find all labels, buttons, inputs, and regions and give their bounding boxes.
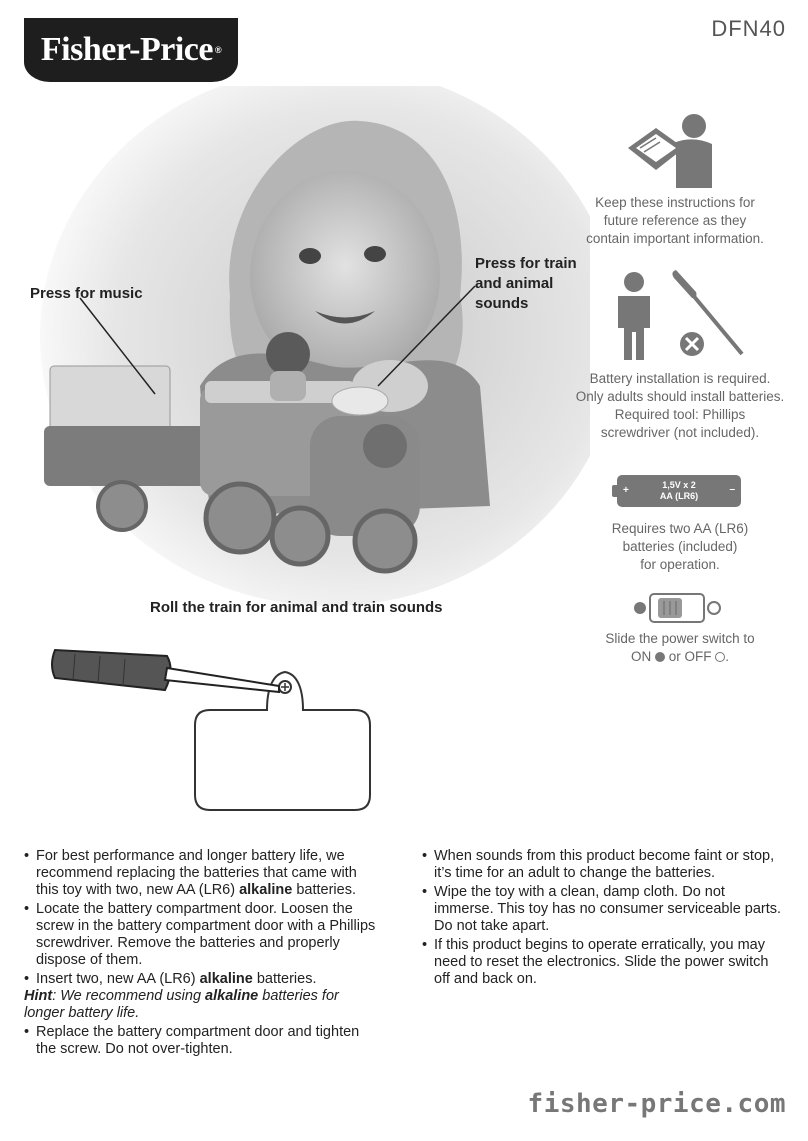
callout-press-for-music: Press for music: [30, 285, 143, 302]
registered-mark: ®: [214, 45, 222, 55]
bullet-bold: alkaline: [199, 971, 253, 987]
battery-voltage: 1,5V x 2: [662, 480, 696, 490]
keep-instructions-note: [570, 194, 780, 248]
switch-line-2: [580, 648, 780, 666]
keep-line-3: contain important information.: [586, 231, 764, 246]
requires-line-3: for operation.: [640, 557, 720, 572]
callout-line-2: and animal: [475, 275, 554, 292]
battery-install-note: [570, 370, 790, 442]
on-dot-icon: [655, 652, 665, 662]
list-item: • Replace the battery compartment door and tighten the screw. Do not over-tighten.: [24, 1024, 380, 1058]
list-item: [24, 848, 380, 899]
requires-line-2: batteries (included): [622, 539, 738, 554]
requires-batteries-note: [580, 520, 780, 574]
reading-person-icon: [626, 112, 716, 188]
bullet-text: batteries.: [292, 882, 356, 898]
brand-logo-text: Fisher-Price: [40, 31, 213, 68]
list-item: • If this product begins to operate erratically, you may need to reset the electronics. Slide the power switch off and back on.: [422, 937, 786, 988]
instructions-right-column: [422, 848, 786, 990]
adult-screwdriver-icon: [612, 270, 746, 362]
keep-line-1: Keep these instructions for: [595, 195, 755, 210]
model-number: DFN40: [711, 16, 786, 41]
bullet-text: For best performance and longer battery life, we recommend replacing the batteries that came with this toy with two, new AA (LR6): [36, 848, 357, 898]
switch-off-label: or OFF: [668, 649, 712, 664]
switch-line-1: Slide the power switch to: [605, 631, 755, 646]
list-item: • Locate the battery compartment door. Loosen the screw in the battery compartment door with a Phillips screwdriver. Remove the batteries and properly dispose of them.: [24, 901, 380, 969]
keep-line-2: future reference as they: [603, 213, 747, 228]
list-item: [24, 971, 380, 988]
bullet-text: Insert two, new AA (LR6): [36, 971, 200, 987]
callout-press-for-train-sounds: [475, 254, 577, 314]
battery-minus: –: [729, 484, 735, 495]
list-item: • When sounds from this product become faint or stop, it’s time for an adult to change the batteries.: [422, 848, 786, 882]
list-item: • Wipe the toy with a clean, damp cloth. Do not immerse. This toy has no consumer serviceable parts. Do not take apart.: [422, 884, 786, 935]
callout-roll-train: Roll the train for animal and train sounds: [150, 599, 443, 616]
brand-logo: [24, 18, 238, 82]
power-switch-icon: [632, 592, 724, 624]
product-photo: [30, 86, 590, 606]
battery-icon: [612, 475, 742, 507]
hint-label: Hint: [24, 988, 53, 1004]
bullet-text: batteries.: [252, 971, 317, 987]
callout-line-3: sounds: [475, 295, 529, 312]
switch-on-label: ON: [630, 649, 652, 664]
power-switch-note: [580, 630, 780, 666]
hint-text: [24, 988, 380, 1022]
hint-body: batteries for longer battery life.: [24, 988, 339, 1021]
callout-line-1: Press for train: [475, 255, 577, 272]
off-circle-icon: [715, 652, 725, 662]
battery-install-line-3: Required tool: Phillips: [614, 407, 746, 422]
battery-type: AA (LR6): [659, 491, 699, 501]
footer-website: fisher-price.com: [527, 1089, 786, 1119]
hint-bold: alkaline: [205, 988, 259, 1004]
battery-body: [617, 475, 741, 507]
switch-period: .: [725, 649, 730, 664]
instructions-left-column: [24, 848, 380, 1060]
hint-body: : We recommend using: [52, 988, 206, 1004]
battery-install-line-4: screwdriver (not included).: [600, 425, 760, 440]
battery-install-line-2: Only adults should install batteries.: [575, 389, 785, 404]
bullet-bold: alkaline: [239, 882, 293, 898]
battery-plus: +: [623, 485, 629, 496]
battery-install-line-1: Battery installation is required.: [589, 371, 771, 386]
requires-line-1: Requires two AA (LR6): [611, 521, 749, 536]
screwdriver-battery-door-illustration: [45, 630, 385, 820]
